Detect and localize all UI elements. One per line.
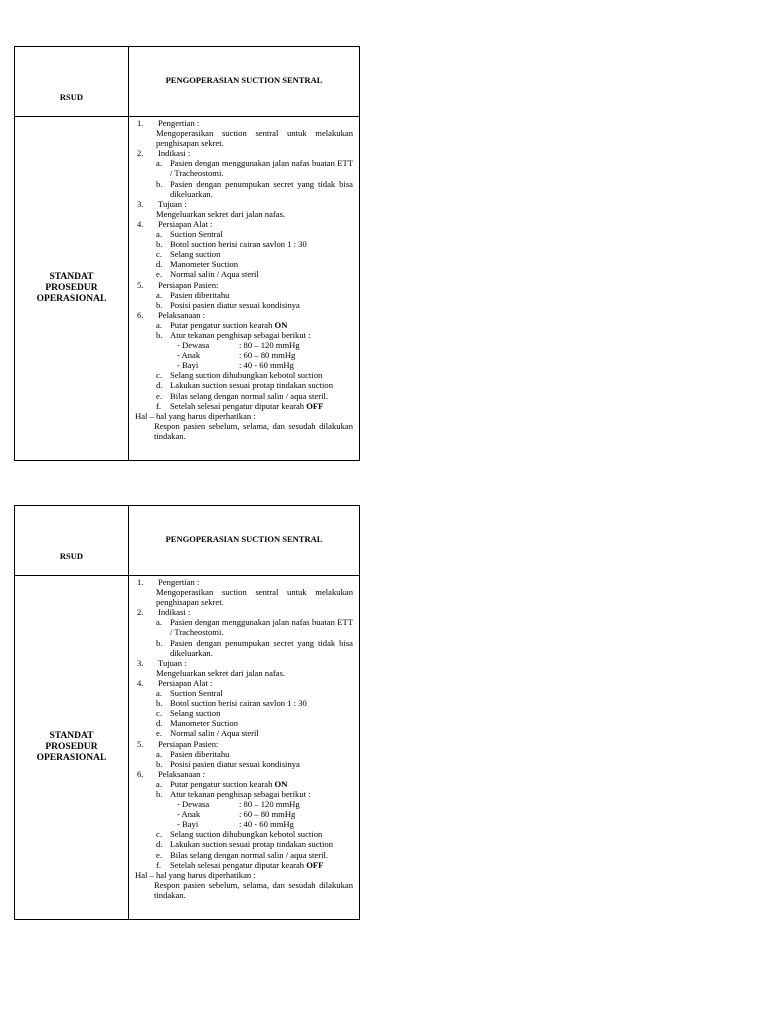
list-item: a. Pasien diberitahu — [156, 289, 230, 300]
pressure-row: - Bayi : 40 - 60 mmHg — [177, 360, 294, 371]
section-heading: Pengertian : — [158, 118, 200, 128]
procedure-body — [129, 576, 359, 919]
section-heading: Pelaksanaan : — [158, 768, 206, 779]
list-item: b. Botol suction berisi cairan savlon 1 : 30 — [156, 698, 307, 709]
side-label-line: OPERASIONAL — [36, 753, 107, 763]
section-persiapan-pasien: 5. Persiapan Pasien: — [135, 739, 353, 749]
rsud-cell — [15, 47, 129, 117]
pressure-row: - Anak : 60 – 80 mmHg — [177, 809, 296, 820]
list-item: a. Suction Sentral — [156, 688, 223, 699]
section-pengertian: 1. Pengertian : — [135, 118, 353, 128]
list-item: a. Putar pengatur suction kearah ON — [156, 319, 288, 330]
on-keyword: ON — [274, 778, 288, 789]
note-heading: Hal – hal yang harus diperhatikan : — [135, 410, 256, 421]
list-item: a. Pasien diberitahu — [156, 748, 230, 759]
section-pelaksanaan: 6. Pelaksanaan : — [135, 769, 353, 779]
off-keyword: OFF — [306, 859, 324, 870]
list-item: c. Selang suction — [156, 249, 221, 260]
section-indikasi: 2. Indikasi : — [135, 148, 353, 158]
section-text: Mengoperasikan suction sentral untuk melakukan penghisapan sekret. — [156, 128, 353, 149]
note-heading: Hal – hal yang harus diperhatikan : — [135, 869, 256, 880]
list-item: b. Atur tekanan penghisap sebagai berikut : — [156, 329, 311, 340]
section-persiapan-pasien: 5. Persiapan Pasien: — [135, 280, 353, 290]
section-tujuan: 3. Tujuan : — [135, 658, 353, 668]
list-item: b. Posisi pasien diatur sesuai kondisinya — [156, 299, 300, 310]
on-keyword: ON — [274, 319, 288, 330]
rsud-label: RSUD — [59, 92, 84, 102]
off-keyword: OFF — [306, 400, 324, 411]
document-title: PENGOPERASIAN SUCTION SENTRAL — [165, 75, 323, 85]
side-label — [37, 272, 107, 305]
section-heading: Indikasi : — [158, 607, 191, 618]
list-item: c. Selang suction dihubungkan kebotol suction — [156, 370, 323, 381]
section-tujuan: 3. Tujuan : — [135, 199, 353, 209]
list-item: e. Normal salin / Aqua steril — [156, 728, 259, 739]
side-label-cell — [15, 576, 129, 919]
sop-table-2 — [14, 505, 360, 920]
side-label-line: STANDAT — [49, 731, 94, 741]
section-heading: Tujuan : — [158, 657, 187, 668]
list-item: a. Pasien dengan menggunakan jalan nafas buatan ETT / Tracheostomi. — [156, 158, 353, 179]
list-item: a. Suction Sentral — [156, 229, 223, 240]
rsud-cell — [15, 506, 129, 576]
sop-table-1 — [14, 46, 360, 461]
section-heading: Indikasi : — [158, 148, 191, 159]
side-label-cell — [15, 117, 129, 460]
section-heading: Persiapan Pasien: — [158, 738, 219, 749]
rsud-label: RSUD — [59, 551, 84, 561]
side-label-line: STANDAT — [49, 272, 94, 282]
pressure-row: - Bayi : 40 - 60 mmHg — [177, 819, 294, 830]
list-item: d. Manometer Suction — [156, 718, 239, 729]
list-item: d. Lakukan suction sesuai protap tindakan suction — [156, 380, 334, 391]
side-label-line: PROSEDUR — [45, 742, 98, 752]
section-heading: Persiapan Pasien: — [158, 279, 219, 290]
section-persiapan-alat: 4. Persiapan Alat : — [135, 219, 353, 229]
section-pengertian: 1. Pengertian : — [135, 577, 353, 587]
list-item: a. Pasien dengan menggunakan jalan nafas buatan ETT / Tracheostomi. — [156, 617, 353, 638]
section-text: Mengeluarkan sekret dari jalan nafas. — [156, 667, 286, 678]
list-item: b. Botol suction berisi cairan savlon 1 : 30 — [156, 239, 307, 250]
list-item: b. Pasien dengan penumpukan secret yang tidak bisa dikeluarkan. — [156, 637, 353, 658]
section-indikasi: 2. Indikasi : — [135, 607, 353, 617]
list-item: e. Normal salin / Aqua steril — [156, 269, 259, 280]
pressure-row: - Dewasa : 80 – 120 mmHg — [177, 340, 300, 351]
section-heading: Tujuan : — [158, 198, 187, 209]
list-item: b. Posisi pasien diatur sesuai kondisinya — [156, 758, 300, 769]
side-label-line: PROSEDUR — [45, 283, 98, 293]
pressure-row: - Anak : 60 – 80 mmHg — [177, 350, 296, 361]
list-item: f. Setelah selesai pengatur diputar kearah OFF — [156, 400, 324, 411]
list-item: d. Manometer Suction — [156, 259, 239, 270]
list-item: e. Bilas selang dengan normal salin / aqua steril. — [156, 390, 328, 401]
section-pelaksanaan: 6. Pelaksanaan : — [135, 310, 353, 320]
section-persiapan-alat: 4. Persiapan Alat : — [135, 678, 353, 688]
section-text: Mengeluarkan sekret dari jalan nafas. — [156, 208, 286, 219]
list-item: b. Atur tekanan penghisap sebagai berikut : — [156, 788, 311, 799]
note-text: Respon pasien sebelum, selama, dan sesudah dilakukan tindakan. — [154, 879, 353, 900]
section-heading: Pelaksanaan : — [158, 309, 206, 320]
pressure-row: - Dewasa : 80 – 120 mmHg — [177, 799, 300, 810]
list-item: f. Setelah selesai pengatur diputar kearah OFF — [156, 859, 324, 870]
list-item: a. Putar pengatur suction kearah ON — [156, 778, 288, 789]
section-heading: Persiapan Alat : — [158, 677, 213, 688]
list-item: c. Selang suction — [156, 708, 221, 719]
procedure-body — [129, 117, 359, 460]
title-cell — [129, 47, 359, 117]
section-text: Mengoperasikan suction sentral untuk melakukan penghisapan sekret. — [156, 587, 353, 608]
side-label-line: OPERASIONAL — [36, 294, 107, 304]
list-item: d. Lakukan suction sesuai protap tindakan suction — [156, 839, 334, 850]
list-item: c. Selang suction dihubungkan kebotol suction — [156, 829, 323, 840]
document-title: PENGOPERASIAN SUCTION SENTRAL — [165, 534, 323, 544]
section-heading: Pengertian : — [158, 577, 200, 587]
list-item: e. Bilas selang dengan normal salin / aqua steril. — [156, 849, 328, 860]
side-label — [37, 731, 107, 764]
note-text: Respon pasien sebelum, selama, dan sesudah dilakukan tindakan. — [154, 420, 353, 441]
list-item: b. Pasien dengan penumpukan secret yang tidak bisa dikeluarkan. — [156, 178, 353, 199]
title-cell — [129, 506, 359, 576]
section-heading: Persiapan Alat : — [158, 218, 213, 229]
